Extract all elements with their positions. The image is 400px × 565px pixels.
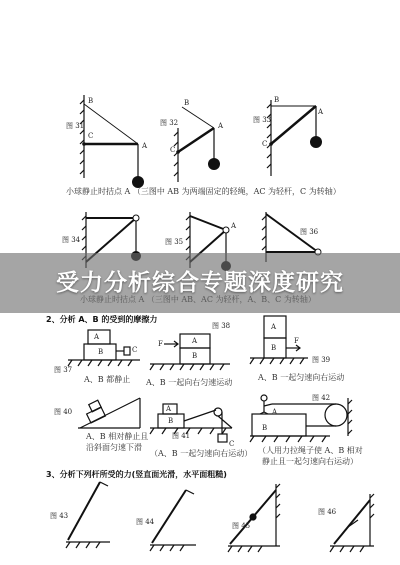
block-b-label: B [192, 352, 198, 360]
block-a-label: A [192, 337, 198, 345]
figure-45-label: 图 45 [232, 522, 251, 530]
section-3-heading: 3、分析下列杆所受的力(竖直面光滑，水平面粗糙) [46, 470, 227, 479]
caption-41: （A、B 一起匀速向右运动） [150, 449, 253, 458]
caption-42b: 静止且一起匀速向右运动） [262, 457, 358, 466]
figure-37-drawing [68, 330, 140, 366]
force-f-label: F [158, 340, 163, 348]
point-a-label: A [318, 108, 324, 116]
figure-43-drawing [66, 482, 110, 548]
figure-45-drawing [228, 484, 280, 552]
figure-44-label: 图 44 [136, 518, 155, 526]
figure-40-drawing [78, 398, 140, 428]
figure-36-label: 图 36 [300, 228, 319, 236]
section-2-heading: 2、分析 A、B 的受到的摩擦力 [46, 315, 158, 324]
figure-42-label: 图 42 [312, 394, 331, 402]
caption-40a: A、B 相对静止且 [86, 432, 149, 441]
point-c-label: C [88, 132, 94, 140]
figure-32-label: 图 32 [160, 119, 179, 127]
block-a-label: A [166, 405, 172, 413]
figure-39-label: 图 39 [312, 356, 331, 364]
caption-38: A、B 一起向右匀速运动 [146, 378, 233, 387]
row1-caption: 小球静止时拮点 A （三图中 AB 为两端固定的轻绳，AC 为轻杆，C 为转轴） [66, 187, 341, 196]
figure-32-drawing [174, 107, 214, 182]
figure-41-drawing [150, 404, 232, 442]
block-b-label: B [271, 344, 277, 352]
figure-40-label: 图 40 [54, 408, 73, 416]
block-a-label: A [271, 323, 277, 331]
figure-43-label: 图 43 [50, 512, 69, 520]
point-a-label: A [231, 222, 237, 230]
figure-31-label: 图 31 [66, 122, 85, 130]
figure-44-drawing [150, 490, 196, 551]
figure-39-drawing [250, 316, 308, 364]
point-b-label: B [88, 97, 94, 105]
figure-46-drawing [330, 494, 374, 552]
caption-39: A、B 一起匀速向右运动 [258, 373, 345, 382]
figure-37-label: 图 37 [54, 366, 73, 374]
figure-42-drawing [250, 395, 352, 442]
force-f-label: F [294, 337, 299, 345]
point-c-label: C [262, 140, 268, 148]
caption-42a: （人用力拉绳子使 A、B 相对 [258, 446, 363, 455]
figure-34-label: 图 34 [62, 236, 81, 244]
block-b-label: B [98, 348, 104, 356]
block-a-label: A [272, 408, 278, 416]
block-c-label: C [132, 346, 138, 354]
point-b-label: B [184, 99, 190, 107]
block-b-label: B [168, 417, 174, 425]
figure-35-label: 图 35 [165, 238, 184, 246]
point-a-label: A [142, 142, 148, 150]
point-c-label: C [170, 146, 176, 154]
figure-46-label: 图 46 [318, 508, 337, 516]
figure-33-drawing [267, 100, 316, 176]
figure-38-label: 图 38 [212, 322, 231, 330]
block-b-label: B [262, 424, 268, 432]
point-b-label: B [274, 96, 280, 104]
banner-title: 受力分析综合专题深度研究 [56, 270, 344, 296]
block-c-label: C [229, 440, 235, 448]
figure-41-label: 图 41 [172, 432, 191, 440]
block-a-label: A [94, 333, 100, 341]
caption-37: A、B 都静止 [84, 375, 131, 384]
point-a-label: A [218, 122, 224, 130]
caption-40b: 沿斜面匀速下滑 [86, 443, 142, 452]
figure-33-label: 图 33 [253, 116, 272, 124]
